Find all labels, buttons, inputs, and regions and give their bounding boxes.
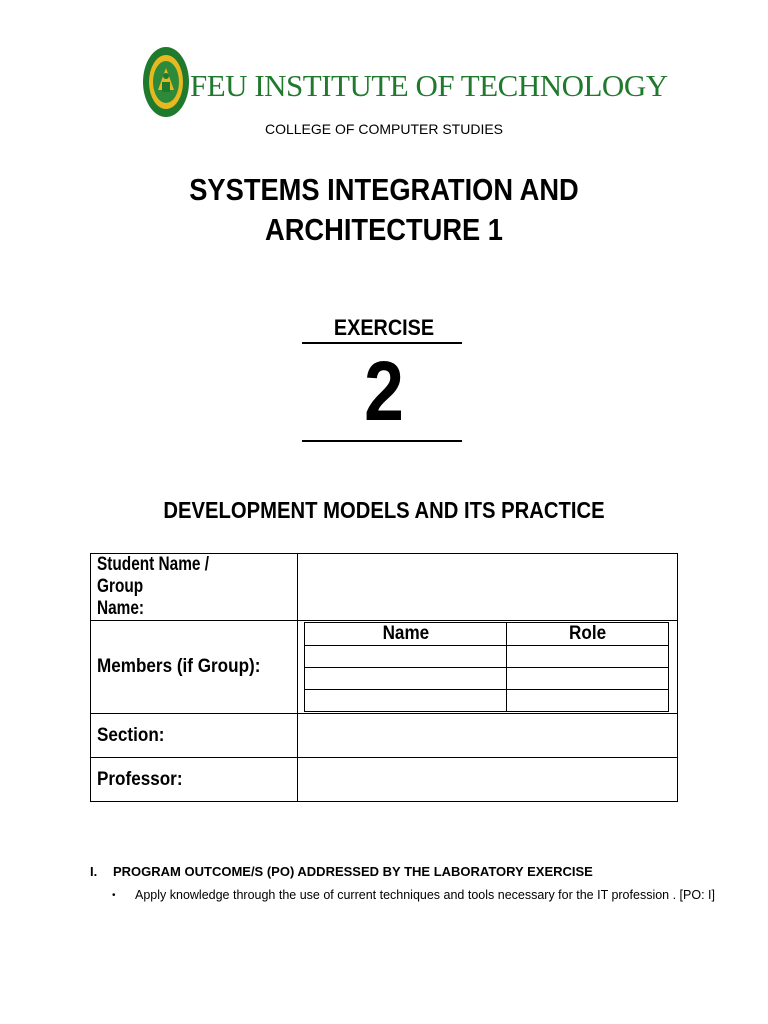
bottom-divider: [302, 440, 462, 442]
exercise-number: 2: [364, 344, 404, 438]
member-role-field[interactable]: [507, 690, 669, 712]
professor-field[interactable]: [298, 758, 678, 802]
members-row: [305, 646, 669, 668]
college-name: COLLEGE OF COMPUTER STUDIES: [264, 121, 504, 137]
section-label: Section:: [91, 714, 298, 758]
course-title-line-1: SYSTEMS INTEGRATION AND: [189, 172, 579, 207]
header: [0, 46, 768, 120]
members-row: [305, 690, 669, 712]
course-title: [46, 170, 722, 250]
outcomes-number: I.: [90, 864, 98, 879]
outcomes-heading: [90, 864, 593, 879]
institution-name: FEU INSTITUTE OF TECHNOLOGY: [190, 68, 668, 103]
members-table: [304, 622, 669, 712]
section-field[interactable]: [298, 714, 678, 758]
member-name-field[interactable]: [305, 646, 507, 668]
exercise-title: DEVELOPMENT MODELS AND ITS PRACTICE: [163, 497, 605, 523]
exercise-label: EXERCISE: [333, 315, 435, 340]
outcome-list-item: [112, 888, 715, 902]
member-name-field[interactable]: [305, 668, 507, 690]
feu-seal-logo: [142, 46, 190, 118]
members-cell: [298, 621, 678, 714]
members-row: [305, 668, 669, 690]
members-label: Members (if Group):: [91, 621, 298, 714]
student-info-table: [90, 553, 678, 802]
outcomes-heading-text: PROGRAM OUTCOME/S (PO) ADDRESSED BY THE LABORATORY EXERCISE: [113, 864, 593, 879]
professor-label: Professor:: [91, 758, 298, 802]
student-name-field[interactable]: [298, 554, 678, 621]
outcome-text: Apply knowledge through the use of current techniques and tools necessary for the IT profession . [PO: I]: [135, 888, 715, 902]
member-role-field[interactable]: [507, 668, 669, 690]
members-column-name: Name: [305, 623, 507, 646]
members-column-role: Role: [507, 623, 669, 646]
member-role-field[interactable]: [507, 646, 669, 668]
student-name-label: Student Name / Group Name:: [91, 554, 298, 621]
course-title-line-2: ARCHITECTURE 1: [265, 212, 503, 247]
bullet-icon: •: [112, 890, 116, 901]
member-name-field[interactable]: [305, 690, 507, 712]
